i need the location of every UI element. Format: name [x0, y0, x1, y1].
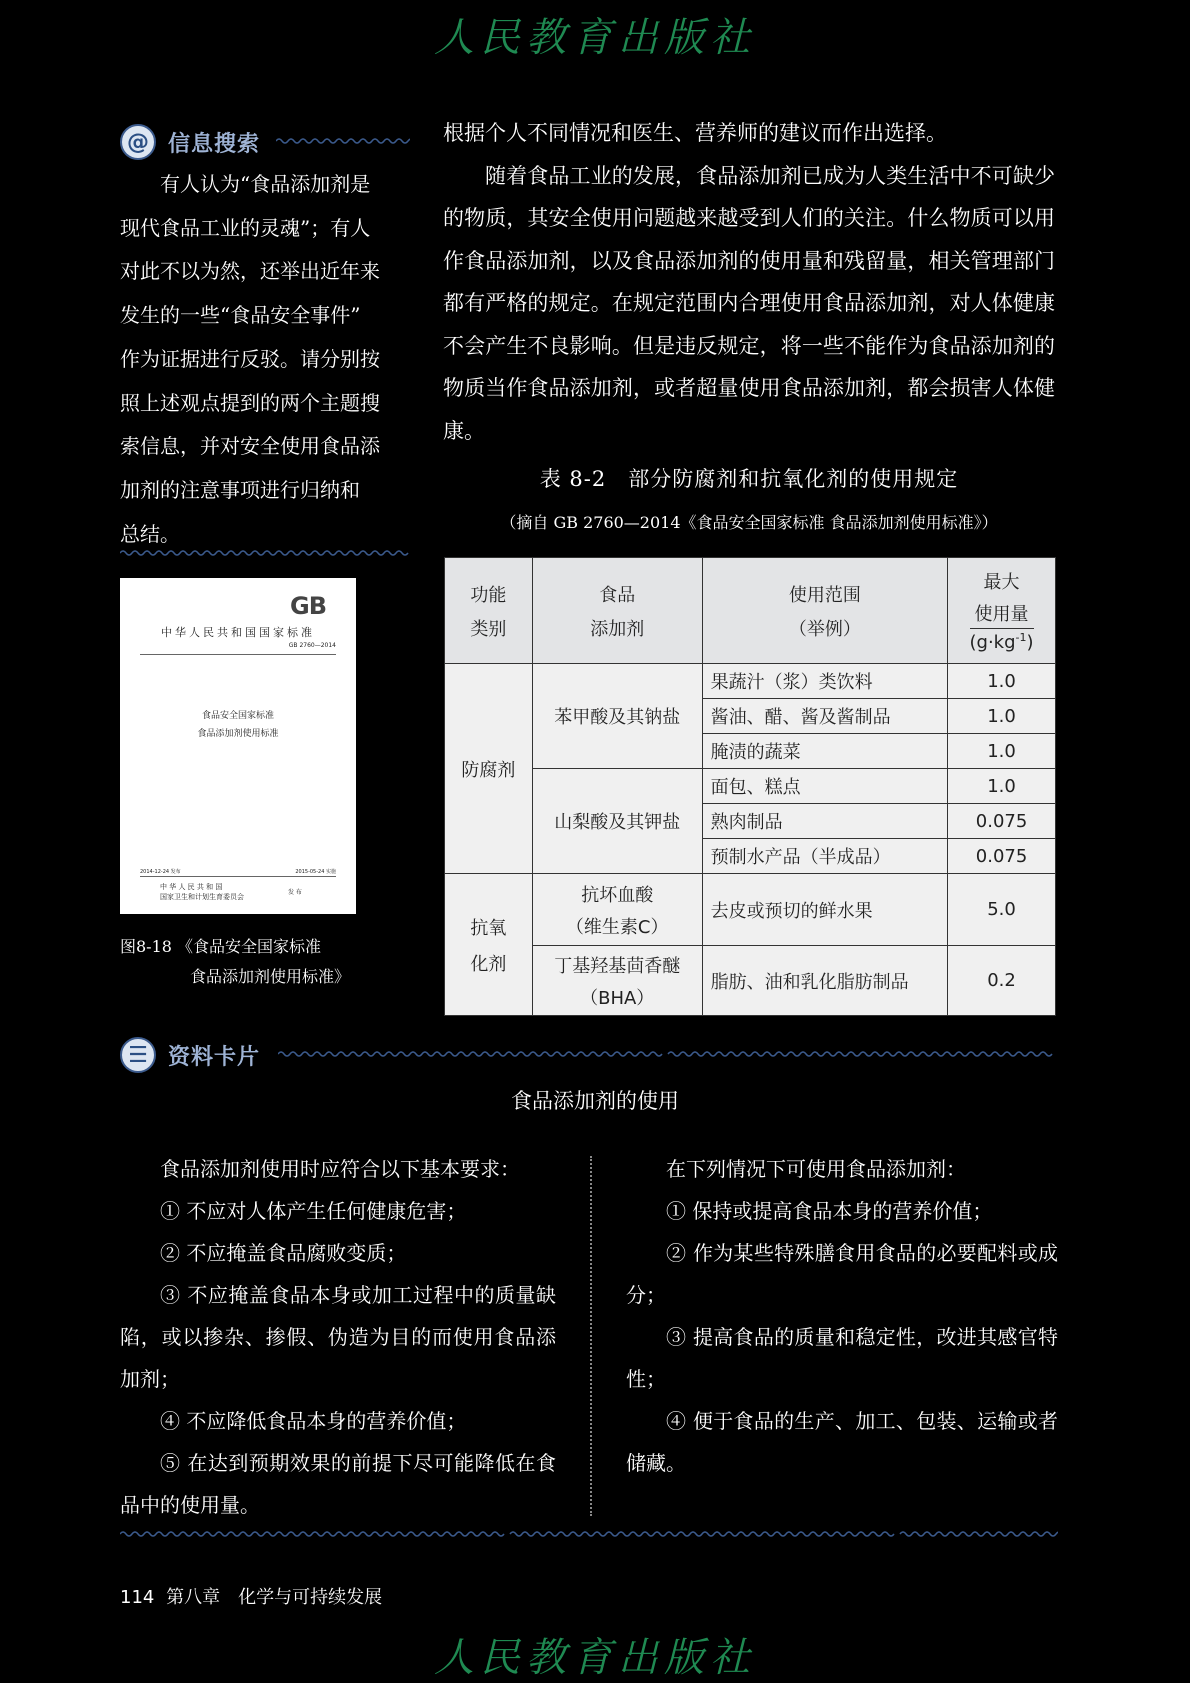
- card-item: ③ 提高食品的质量和稳定性，改进其感官特性；: [626, 1325, 1058, 1391]
- table-header-row: [445, 558, 1056, 664]
- card-item: ⑤ 在达到预期效果的前提下尽可能降低在食品中的使用量。: [120, 1451, 556, 1517]
- at-icon: @: [120, 124, 156, 160]
- table-subtitle: （摘自 GB 2760—2014《食品安全国家标准 食品添加剂使用标准》）: [500, 513, 998, 532]
- info-line: 照上述观点提到的两个主题搜: [120, 390, 380, 415]
- cover-title-1: 食品安全国家标准: [201, 711, 274, 721]
- scope-cell: 去皮或预切的鲜水果: [702, 874, 948, 946]
- max-cell: 1.0: [948, 664, 1056, 699]
- scope-cell: 熟肉制品: [702, 804, 948, 839]
- cover-date-right: 2015-05-24 实施: [295, 869, 336, 875]
- card-item: ③ 不应掩盖食品本身或加工过程中的质量缺陷，或以掺杂、掺假、伪造为目的而使用食品添加剂；: [120, 1283, 556, 1391]
- gb-logo: GB: [290, 592, 326, 620]
- card-item: ① 不应对人体产生任何健康危害；: [160, 1199, 467, 1223]
- cover-org-2: 国家卫生和计划生育委员会: [160, 893, 244, 901]
- info-line: 发生的一些“食品安全事件”: [120, 303, 361, 328]
- scope-cell: 脂肪、油和乳化脂肪制品: [702, 946, 948, 1016]
- max-cell: 0.075: [948, 804, 1056, 839]
- gb-standard-cover-image: [120, 578, 356, 914]
- max-cell: 0.075: [948, 839, 1056, 874]
- section-divider: [120, 1529, 1058, 1539]
- max-cell: 5.0: [948, 874, 1056, 946]
- data-card-title: 资料卡片: [168, 1045, 261, 1070]
- section-divider: [276, 136, 410, 146]
- info-search-body: [120, 163, 410, 556]
- category-cell: 防腐剂: [445, 664, 533, 874]
- info-line: 作为证据进行反驳。请分别按: [120, 346, 380, 371]
- card-left-column: [120, 1148, 556, 1526]
- category-cell: 抗氧 化剂: [445, 874, 533, 1016]
- card-item: 在下列情况下可使用食品添加剂：: [666, 1157, 966, 1181]
- card-right-column: [626, 1148, 1058, 1484]
- cover-org-suffix: 发 布: [288, 889, 302, 896]
- section-divider: [120, 548, 410, 558]
- scope-cell: 面包、糕点: [702, 769, 948, 804]
- paragraph: 根据个人不同情况和医生、营养师的建议而作出选择。: [443, 121, 947, 145]
- scope-cell: 预制水产品（半成品）: [702, 839, 948, 874]
- max-cell: 0.2: [948, 946, 1056, 1016]
- cover-title-2: 食品添加剂使用标准: [197, 729, 279, 739]
- card-item: ② 作为某些特殊膳食用食品的必要配料或成分；: [626, 1241, 1058, 1307]
- cover-org-1: 中 华 人 民 共 和 国: [160, 883, 223, 891]
- chapter-title: 第八章 化学与可持续发展: [166, 1587, 383, 1608]
- cover-code: GB 2760—2014: [288, 642, 336, 649]
- cover-header: 中华人民共和国国家标准: [161, 626, 315, 639]
- card-heading: 食品添加剂的使用: [511, 1089, 679, 1113]
- card-item: ④ 不应降低食品本身的营养价值；: [160, 1409, 467, 1433]
- table-title: 表 8-2 部分防腐剂和抗氧化剂的使用规定: [539, 467, 959, 491]
- max-cell: 1.0: [948, 769, 1056, 804]
- publisher-logo: 人民教育出版社: [434, 15, 756, 61]
- card-item: ① 保持或提高食品本身的营养价值；: [666, 1199, 993, 1223]
- publisher-logo: 人民教育出版社: [434, 1635, 756, 1681]
- scope-cell: 果蔬汁（浆）类饮料: [702, 664, 948, 699]
- additive-cell: 苯甲酸及其钠盐: [532, 664, 702, 769]
- additive-cell: 丁基羟基茴香醚 （BHA）: [532, 946, 702, 1016]
- scope-cell: 酱油、醋、酱及酱制品: [702, 699, 948, 734]
- card-item: 食品添加剂使用时应符合以下基本要求：: [160, 1157, 520, 1181]
- additive-cell: 抗坏血酸 （维生素C）: [532, 874, 702, 946]
- info-line: 有人认为“食品添加剂是: [160, 172, 371, 196]
- table-row: [445, 874, 1056, 946]
- table-row: [445, 664, 1056, 699]
- figure-caption: 食品添加剂使用标准》: [190, 967, 351, 986]
- document-icon: ☰: [120, 1037, 156, 1073]
- info-search-title: 信息搜索: [168, 132, 261, 157]
- cover-rule: [140, 654, 336, 655]
- figure-caption: 图8-18 《食品安全国家标准: [120, 937, 322, 956]
- column-divider: [590, 1156, 592, 1516]
- header-cell: 食品 添加剂: [532, 558, 702, 664]
- info-line: 索信息，并对安全使用食品添: [120, 434, 380, 459]
- additive-cell: 山梨酸及其钾盐: [532, 769, 702, 874]
- card-item: ④ 便于食品的生产、加工、包装、运输或者储藏。: [626, 1409, 1058, 1475]
- page-number: 114: [120, 1587, 155, 1608]
- card-item: ② 不应掩盖食品腐败变质；: [160, 1241, 407, 1265]
- max-cell: 1.0: [948, 734, 1056, 769]
- section-divider: [278, 1049, 1058, 1059]
- max-cell: 1.0: [948, 699, 1056, 734]
- page-footer: [120, 1583, 382, 1609]
- header-cell: 功能 类别: [445, 558, 533, 664]
- table-row: [445, 946, 1056, 1016]
- cover-rule: [140, 876, 336, 877]
- table-row: [445, 769, 1056, 804]
- scope-cell: 腌渍的蔬菜: [702, 734, 948, 769]
- info-line: 总结。: [120, 521, 180, 546]
- header-cell: 使用范围 （举例）: [702, 558, 948, 664]
- main-body: [443, 112, 1055, 452]
- info-line: 加剂的注意事项进行归纳和: [120, 477, 360, 502]
- info-line: 对此不以为然，还举出近年来: [120, 259, 380, 284]
- paragraph: 随着食品工业的发展，食品添加剂已成为人类生活中不可缺少的物质，其安全使用问题越来越受到人们的关注。什么物质可以用作食品添加剂，以及食品添加剂的使用量和残留量，相关管理部门都有严格的规定。在规定范围内合理使用食品添加剂，对人体健康不会产生不良影响。但是违反规定，将一些不能作为食品添加剂的物质当作食品添加剂，或者超量使用食品添加剂，都会损害人体健康。: [443, 163, 1055, 443]
- additive-rules-table: [444, 557, 1056, 1016]
- cover-date-left: 2014-12-24 发布: [140, 869, 181, 875]
- header-cell: 最大 使用量 $(g\cdot kg^{-1})$: [948, 558, 1056, 664]
- info-line: 现代食品工业的灵魂”；有人: [120, 215, 371, 240]
